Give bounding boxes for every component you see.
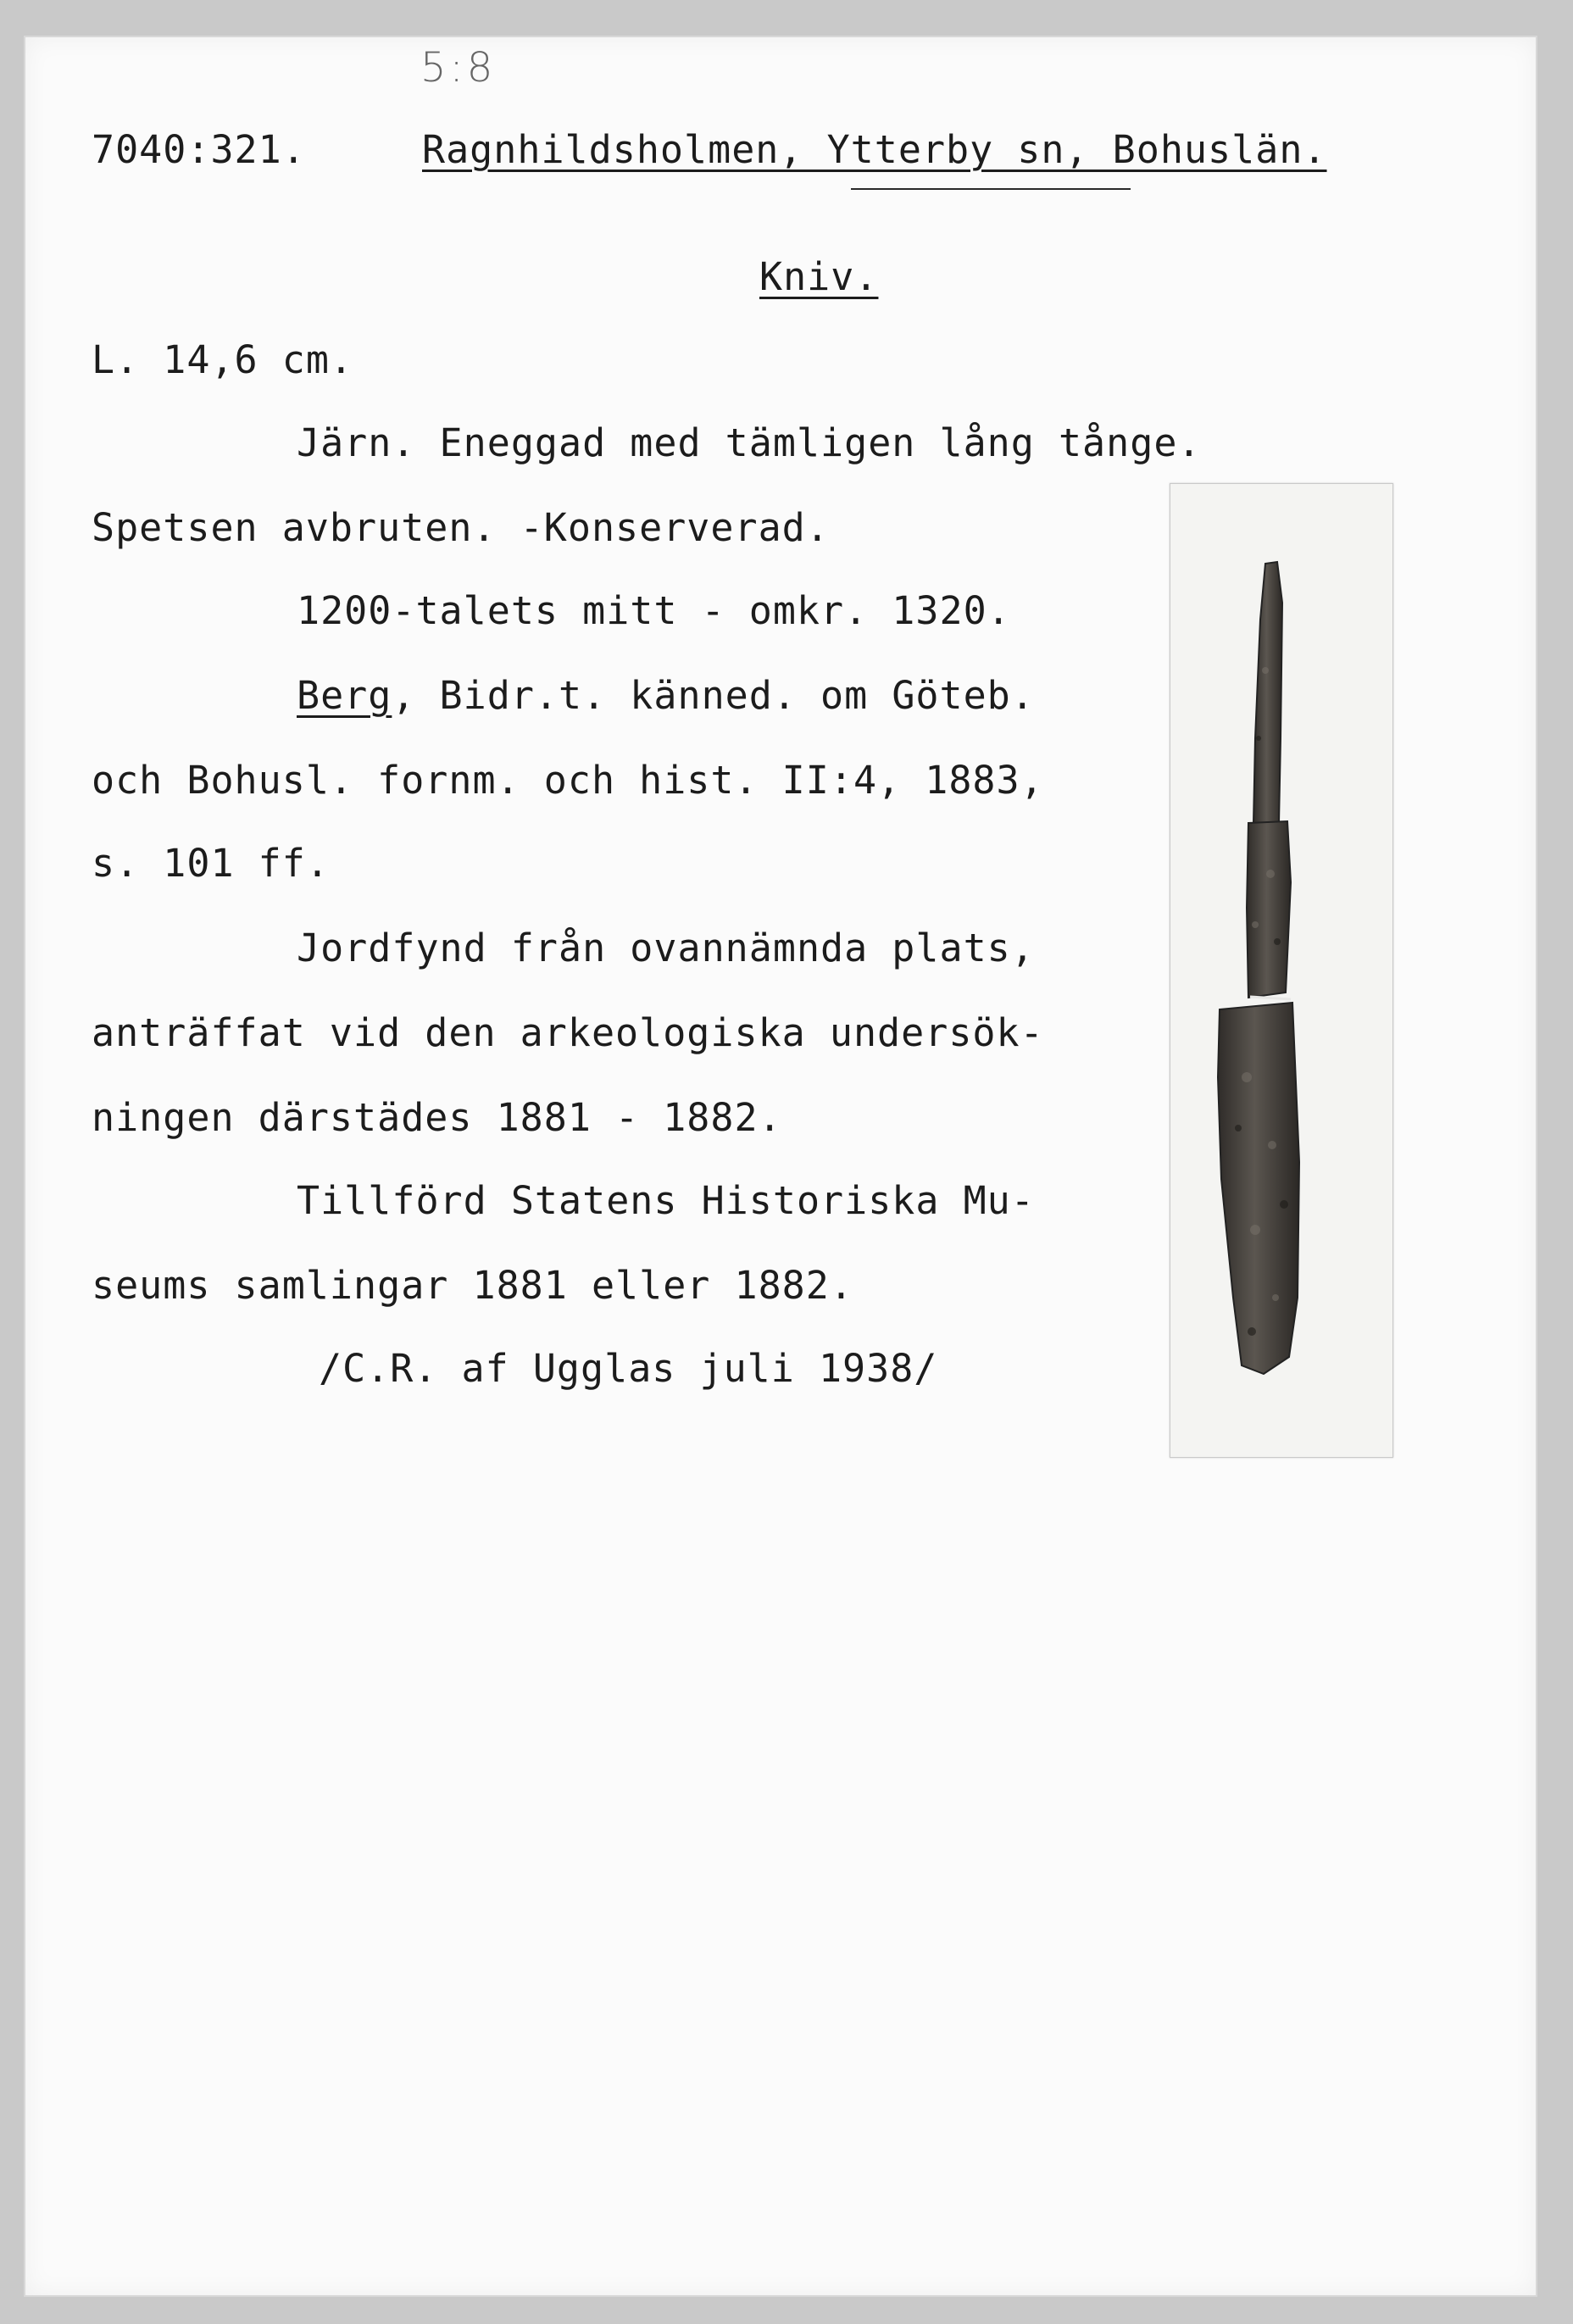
knife-photo <box>1170 483 1393 1458</box>
text-line-length: L. 14,6 cm. <box>92 337 354 382</box>
text-line-find-2: anträffat vid den arkeologiska undersök- <box>92 1010 1044 1055</box>
text-line-reference <box>297 675 1035 717</box>
text-line-find-3: ningen därstädes 1881 - 1882. <box>92 1095 782 1140</box>
location-underline-extra <box>851 188 1131 190</box>
object-title: Kniv. <box>759 254 879 299</box>
text-line-find-1: Jordfynd från ovannämnda plats, <box>297 926 1035 970</box>
reference-title: , Bidr.t. känned. om Göteb. <box>392 673 1035 718</box>
text-line-dating: 1200-talets mitt - omkr. 1320. <box>297 588 1011 633</box>
reference-author: Berg <box>297 673 392 718</box>
text-line-material: Järn. Eneggad med tämligen lång tånge. <box>297 420 1202 465</box>
location-heading: Ragnhildsholmen, Ytterby sn, Bohuslän. <box>422 127 1327 172</box>
text-line-condition: Spetsen avbruten. -Konserverad. <box>92 505 830 550</box>
knife-illustration <box>1170 484 1392 1457</box>
knife-blade-lower <box>1218 1003 1299 1374</box>
text-line-pages: s. 101 ff. <box>92 841 330 886</box>
text-line-signature: /C.R. af Ugglas juli 1938/ <box>319 1346 938 1391</box>
knife-blade-upper <box>1247 821 1291 998</box>
catalog-number: 7040:321. <box>92 127 306 172</box>
knife-tang <box>1253 562 1282 823</box>
text-line-acquisition-2: seums samlingar 1881 eller 1882. <box>92 1263 853 1308</box>
text-line-acquisition-1: Tillförd Statens Historiska Mu- <box>297 1178 1035 1223</box>
text-line-reference-cont: och Bohusl. fornm. och hist. II:4, 1883, <box>92 758 1044 803</box>
handwritten-mark: 5:8 <box>420 44 497 92</box>
